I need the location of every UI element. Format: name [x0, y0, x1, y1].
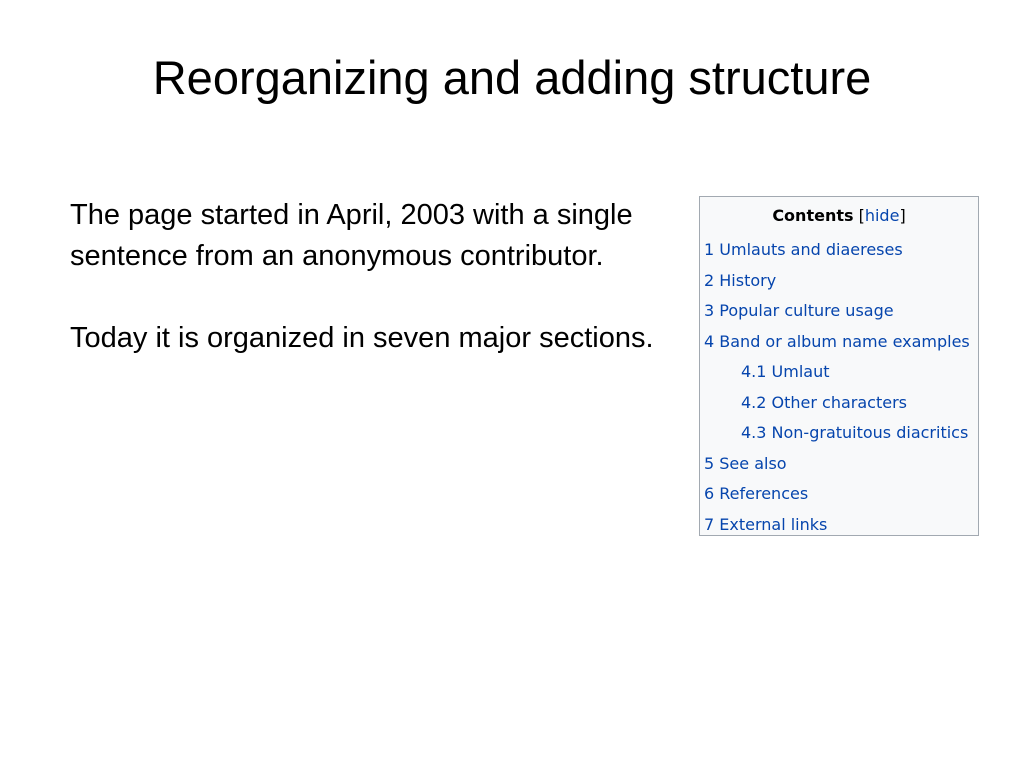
toc-link-umlaut[interactable]: 4.1 Umlaut: [741, 362, 830, 381]
slide-body: [70, 195, 670, 400]
toc-link-see-also[interactable]: 5 See also: [704, 453, 787, 473]
toc-link-popular-culture-usage[interactable]: 3 Popular culture usage: [704, 301, 894, 320]
toc-list: [704, 235, 978, 540]
paragraph-today: Today it is organized in seven major sections.: [70, 322, 654, 354]
toc-link-external-links[interactable]: 7 External links: [704, 514, 828, 534]
toc-link-history[interactable]: 2 History: [704, 270, 777, 290]
toc-link-references[interactable]: 6 References: [704, 484, 809, 503]
toc-link-other-characters[interactable]: 4.2 Other characters: [741, 392, 907, 412]
table-of-contents: [699, 196, 979, 536]
toc-hide-link[interactable]: hide: [864, 206, 900, 225]
toc-link-band-or-album-name-examples[interactable]: 4 Band or album name examples: [704, 331, 970, 351]
toc-title: Contents: [772, 206, 854, 225]
paragraph-history: The page started in April, 2003 with a single sentence from an anonymous contributor.: [70, 199, 633, 272]
toc-bracket-close: ]: [899, 206, 906, 225]
toc-bracket-open: [: [858, 206, 865, 225]
slide-title: Reorganizing and adding structure: [152, 51, 872, 104]
toc-link-umlauts-and-diaereses[interactable]: 1 Umlauts and diaereses: [704, 240, 903, 259]
toc-header: [704, 205, 978, 235]
toc-link-non-gratuitous-diacritics[interactable]: 4.3 Non-gratuitous diacritics: [741, 423, 969, 442]
